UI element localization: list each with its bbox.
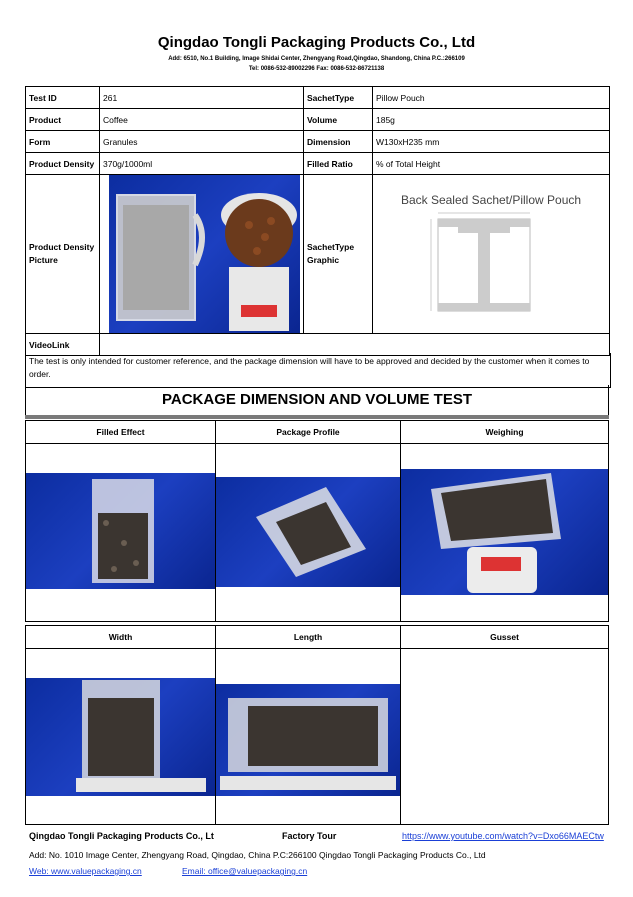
test-id-label: Test ID xyxy=(26,87,100,109)
gusset-heading: Gusset xyxy=(401,626,608,649)
email-link[interactable]: Email: office@valuepackaging.cn xyxy=(182,866,308,876)
footer-company: Qingdao Tongli Packaging Products Co., Lt xyxy=(29,831,214,841)
section-title: PACKAGE DIMENSION AND VOLUME TEST xyxy=(25,385,609,415)
photo-grid-bottom xyxy=(25,625,609,825)
sachet-type-label: SachetType xyxy=(304,87,373,109)
dimension-value: W130xH235 mm xyxy=(373,131,610,153)
density-label: Product Density xyxy=(26,153,100,175)
photo-grid-top xyxy=(25,420,609,622)
gusset-cell xyxy=(401,626,608,824)
density-picture-label: Product Density Picture xyxy=(26,175,100,334)
test-id-value: 261 xyxy=(100,87,304,109)
filled-ratio-label: Filled Ratio xyxy=(304,153,373,175)
width-cell xyxy=(26,626,215,824)
density-picture-cell xyxy=(100,175,304,334)
package-profile-heading: Package Profile xyxy=(216,421,400,444)
package-profile-cell xyxy=(216,421,400,621)
form-value: Granules xyxy=(100,131,304,153)
company-title: Qingdao Tongli Packaging Products Co., Ltd xyxy=(157,34,476,51)
width-heading: Width xyxy=(26,626,215,649)
sachet-type-value: Pillow Pouch xyxy=(373,87,610,109)
weighing-cell xyxy=(401,421,608,621)
factory-tour-label: Factory Tour xyxy=(282,831,337,841)
test-info-table xyxy=(25,86,610,356)
volume-value: 185g xyxy=(373,109,610,131)
company-address: Add: 6510, No.1 Building, Image Shidai Center, Zhengyang Road,Qingdao, Shandong, China P.C.:266109 xyxy=(168,56,465,62)
weighing-photo xyxy=(401,469,608,595)
filled-effect-photo xyxy=(26,473,215,589)
videolink-label: VideoLink xyxy=(26,334,100,356)
width-photo xyxy=(26,678,215,796)
volume-label: Volume xyxy=(304,109,373,131)
sachet-graphic-title: Back Sealed Sachet/Pillow Pouch xyxy=(400,193,582,207)
form-label: Form xyxy=(26,131,100,153)
length-cell xyxy=(216,626,400,824)
filled-effect-cell xyxy=(26,421,215,621)
factory-tour-link[interactable]: https://www.youtube.com/watch?v=Dxo66MAECtw xyxy=(402,831,604,841)
section-divider xyxy=(25,415,609,419)
density-photo xyxy=(109,175,300,333)
pillow-pouch-diagram xyxy=(423,209,563,319)
length-photo xyxy=(216,684,400,796)
filled-effect-heading: Filled Effect xyxy=(26,421,215,444)
filled-ratio-value: % of Total Height xyxy=(373,153,610,175)
package-profile-photo xyxy=(216,477,400,587)
weighing-heading: Weighing xyxy=(401,421,608,444)
footer-address: Add: No. 1010 Image Center, Zhengyang Road, Qingdao, China P.C:266100 Qingdao Tongli Packaging Products Co., Ltd xyxy=(29,850,486,860)
density-value: 370g/1000ml xyxy=(100,153,304,175)
product-label: Product xyxy=(26,109,100,131)
website-link[interactable]: Web: www.valuepackaging.cn xyxy=(29,866,142,876)
dimension-label: Dimension xyxy=(304,131,373,153)
sachet-graphic-label: SachetType Graphic xyxy=(304,175,373,334)
product-value: Coffee xyxy=(100,109,304,131)
company-contact: Tel: 0086-532-89002296 Fax: 0086-532-86721138 xyxy=(248,66,385,72)
sachet-graphic-cell xyxy=(373,175,610,334)
length-heading: Length xyxy=(216,626,400,649)
reference-note: The test is only intended for customer reference, and the package dimension will have to be approved and decided by the customer when it comes to order. xyxy=(25,353,611,388)
